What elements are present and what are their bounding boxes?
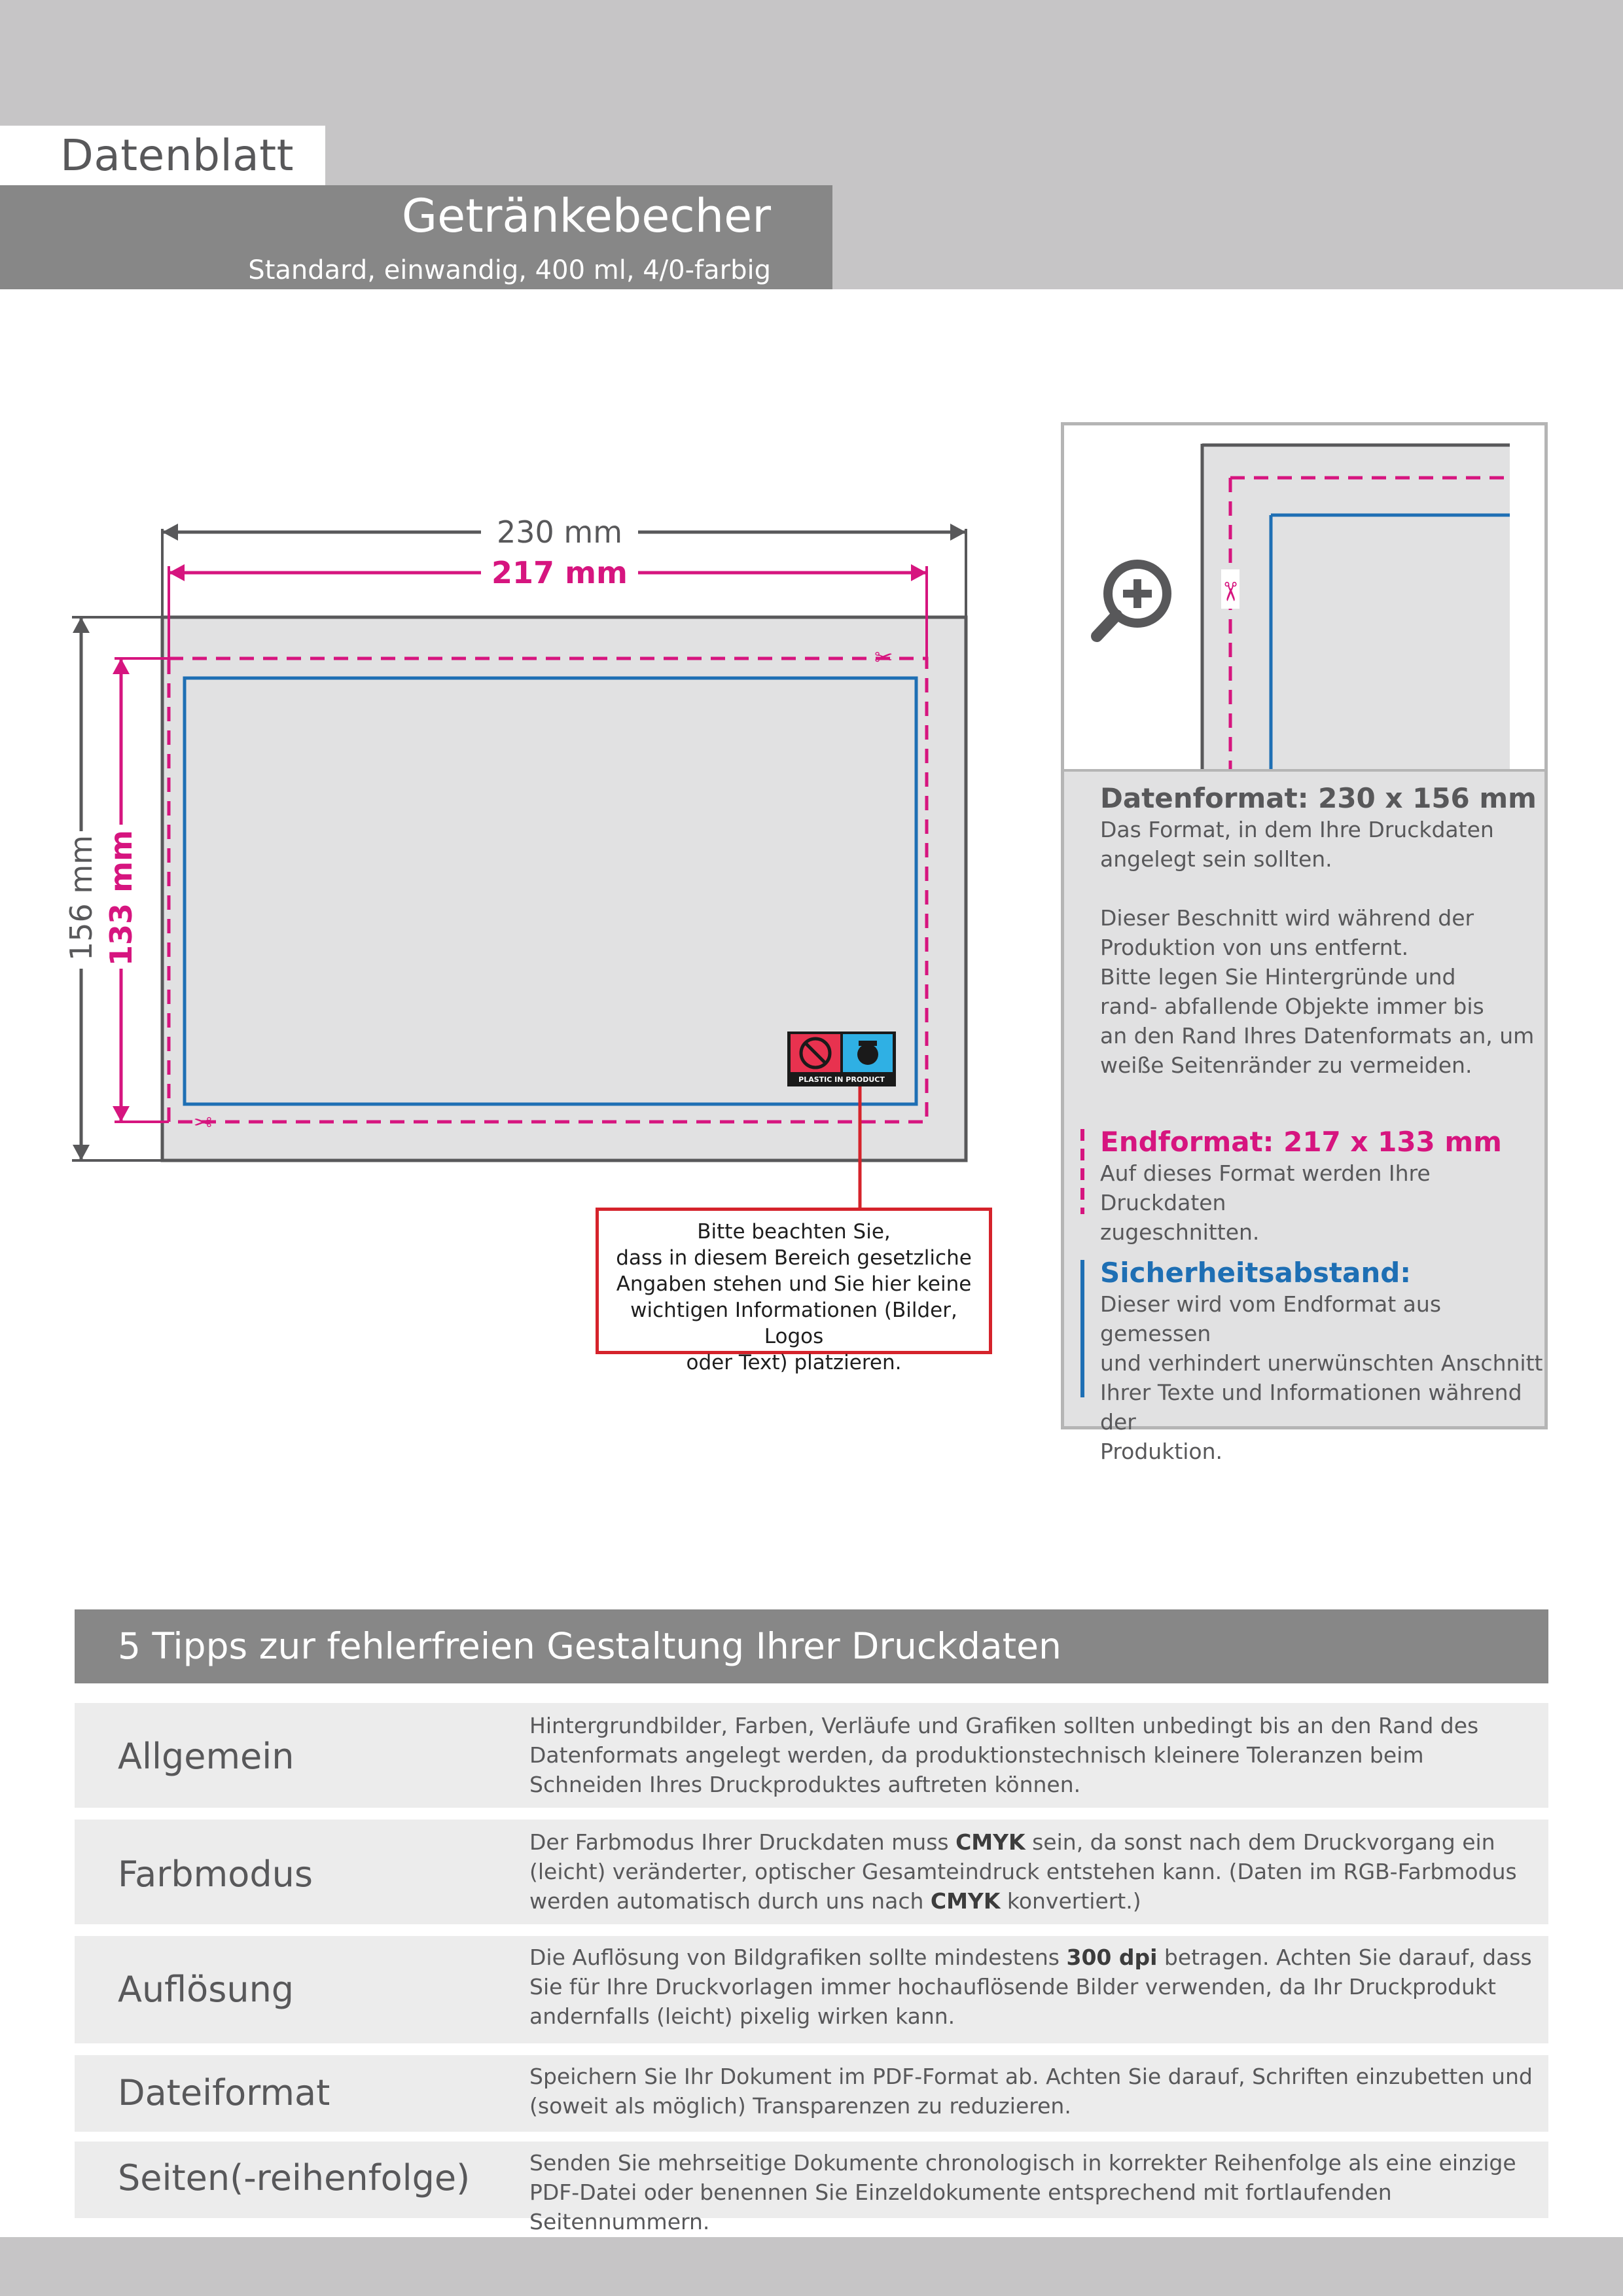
zoom-detail-drawing <box>1064 425 1544 769</box>
plastic-in-product-badge <box>787 1031 896 1086</box>
beschnitt-text: Dieser Beschnitt wird während der Produktion von uns entfernt. Bitte legen Sie Hintergründe und rand- abfallende Objekte immer bis an den Rand Ihres Datenformats an, um weiße Seitenränder zu vermeiden. <box>1100 905 1535 1078</box>
width-total-label: 230 mm <box>496 514 623 550</box>
doc-type-label: Datenblatt <box>0 126 325 185</box>
legend-panel <box>1061 422 1548 1464</box>
tip-label: Dateiformat <box>118 2072 330 2113</box>
tips-header: 5 Tipps zur fehlerfreien Gestaltung Ihrer Druckdaten <box>75 1609 1548 1683</box>
sicherheit-bar <box>1080 1260 1084 1397</box>
legend-sicherheit <box>1100 1257 1545 1466</box>
endformat-bar <box>1080 1129 1084 1214</box>
tip-row <box>75 2142 1548 2234</box>
height-total-label: 156 mm <box>63 834 99 961</box>
tip-label: Farbmodus <box>118 1854 313 1895</box>
product-variant: Standard, einwandig, 400 ml, 4/0-farbig <box>248 255 771 285</box>
scissors-icon: ✂ <box>874 645 893 671</box>
datenformat-title: Datenformat: 230 x 156 mm <box>1100 782 1537 814</box>
tip-row <box>75 2055 1548 2132</box>
tip-text: Hintergrundbilder, Farben, Verläufe und Grafiken sollten unbedingt bis an den Rand des Datenformats angelegt werden, da produktionstechnisch kleinere Toleranzen beim Schneiden Ihres Druckproduktes auftreten können. <box>529 1713 1479 1797</box>
sicherheit-title: Sicherheitsabstand: <box>1100 1257 1412 1289</box>
legend-endformat <box>1100 1126 1545 1247</box>
tip-text: Senden Sie mehrseitige Dokumente chronologisch in korrekter Reihenfolge als eine einzige PDF-Datei oder benennen Sie Einzeldokumente entsprechend mit fortlaufenden Seitennummern. <box>529 2150 1516 2234</box>
product-title: Getränkebecher <box>401 189 771 243</box>
scissors-icon: ✂ <box>193 1108 212 1134</box>
tip-label: Allgemein <box>118 1736 294 1777</box>
endformat-title: Endformat: 217 x 133 mm <box>1100 1126 1502 1158</box>
tip-row <box>75 1820 1548 1924</box>
tip-row <box>75 1936 1548 2043</box>
datenformat-text: Das Format, in dem Ihre Druckdaten angelegt sein sollten. <box>1100 817 1494 872</box>
badge-text: PLASTIC IN PRODUCT <box>798 1075 885 1084</box>
tip-text: Der Farbmodus Ihrer Druckdaten muss CMYK sein, da sonst nach dem Druckvorgang ein (leicht) veränderter, optischer Gesamteindruck entstehen kann. (Daten im RGB-Farbmodus werden automatisch durch uns nach CMYK konvertiert.) <box>529 1829 1517 1914</box>
scissors-icon: ✂ <box>1215 581 1245 603</box>
height-final-label: 133 mm <box>103 830 139 966</box>
tip-text: Speichern Sie Ihr Dokument im PDF-Format ab. Achten Sie darauf, Schriften einzubetten und (soweit als möglich) Transparenzen zu reduzieren. <box>529 2064 1533 2119</box>
tip-label: Auflösung <box>118 1969 294 2010</box>
bottom-band <box>0 2237 1623 2296</box>
zoom-detail <box>1064 425 1544 772</box>
turtle-icon <box>857 1044 878 1065</box>
sicherheit-text: Dieser wird vom Endformat aus gemessen und verhindert unerwünschten Anschnitt Ihrer Texte und Informationen während der Produktion. <box>1100 1291 1543 1464</box>
tip-text: Die Auflösung von Bildgrafiken sollte mindestens 300 dpi betragen. Achten Sie darauf, dass Sie für Ihre Druckvorlagen immer hochauflösende Bilder verwenden, da Ihr Druckprodukt andernfalls (leicht) pixelig wirken kann. <box>529 1945 1532 2029</box>
tip-label: Seiten(-reihenfolge) <box>118 2157 471 2198</box>
endformat-text: Auf dieses Format werden Ihre Druckdaten zugeschnitten. <box>1100 1160 1431 1245</box>
legal-info-callout: Bitte beachten Sie, dass in diesem Bereich gesetzliche Angaben stehen und Sie hier keine wichtigen Informationen (Bilder, Logos oder Text) platzieren. <box>596 1208 992 1354</box>
tip-row <box>75 1703 1548 1808</box>
width-final-label: 217 mm <box>491 555 628 590</box>
legend-datenformat <box>1100 782 1545 1080</box>
zoom-in-icon <box>1097 564 1167 636</box>
